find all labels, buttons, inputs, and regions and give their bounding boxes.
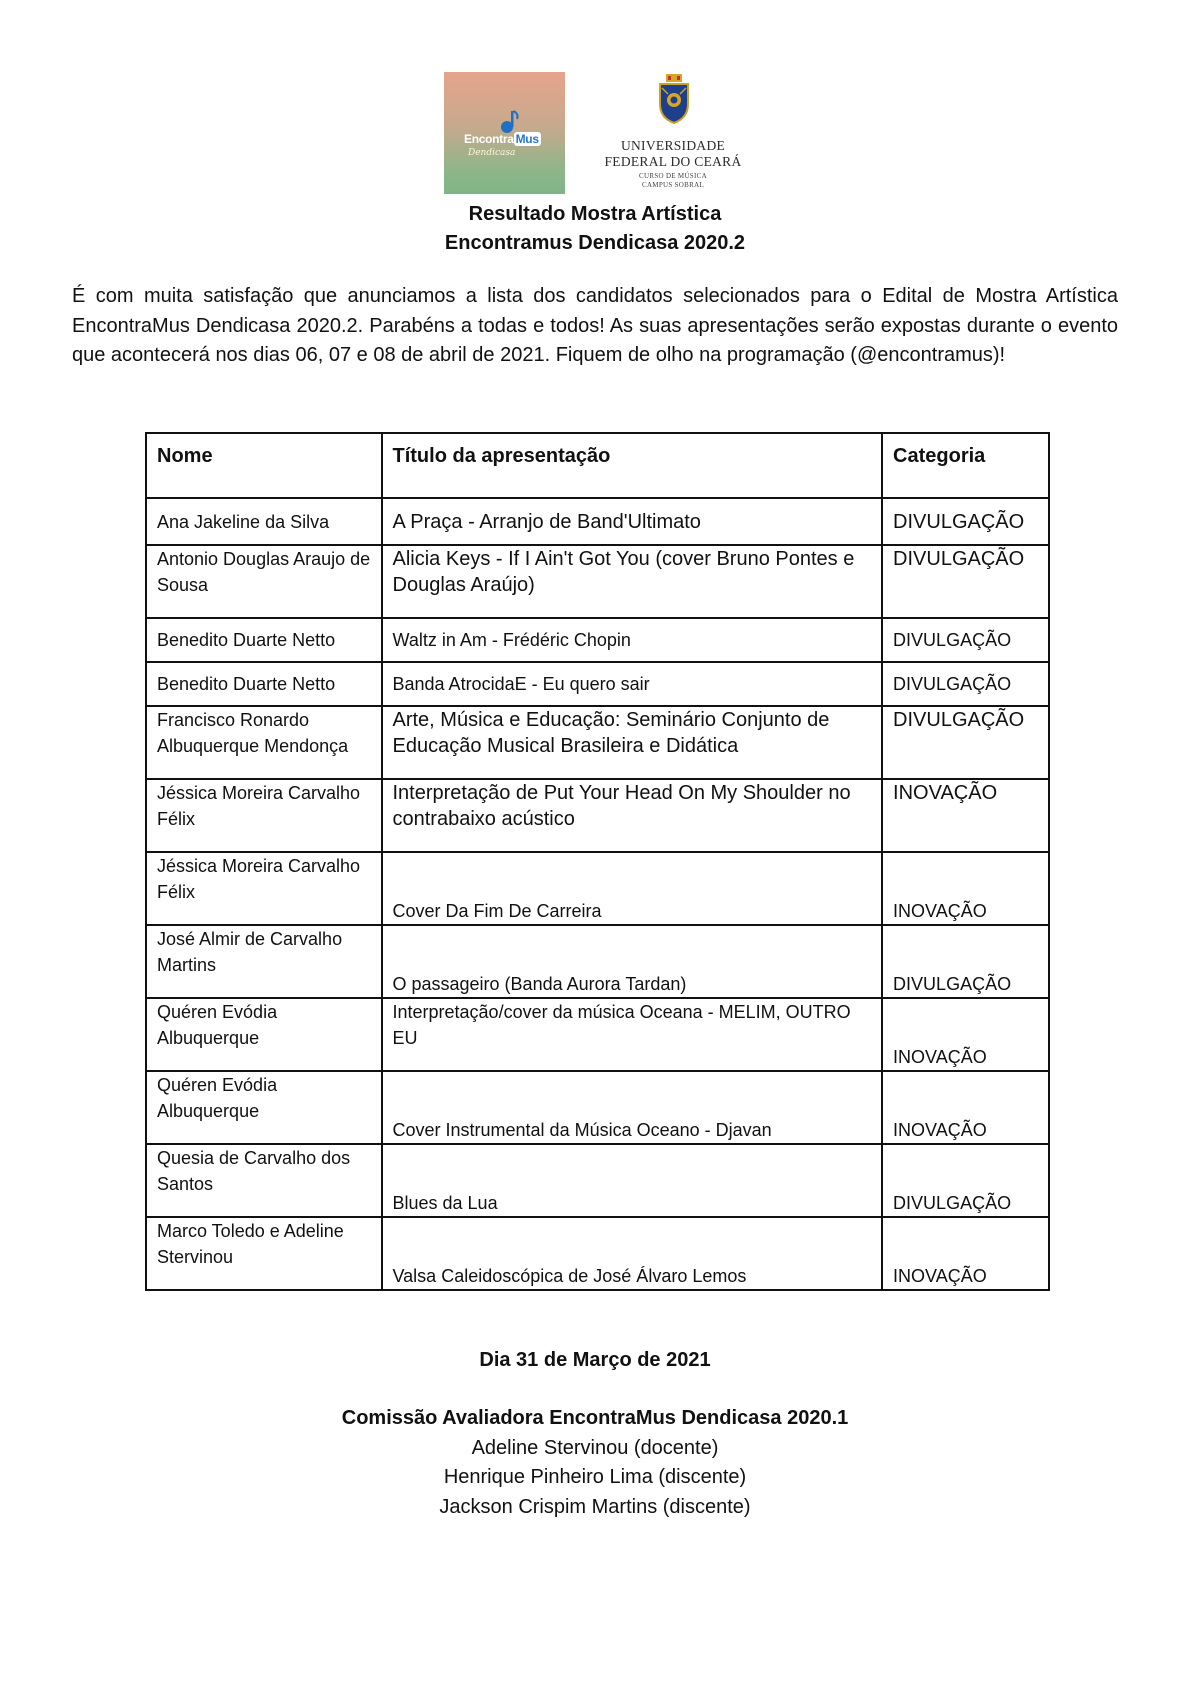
header-categoria: Categoria xyxy=(882,433,1049,498)
cell-name: Quéren Evódia Albuquerque xyxy=(146,1071,382,1144)
cell-category: INOVAÇÃO xyxy=(882,1071,1049,1144)
page-title xyxy=(0,200,1190,258)
cell-name: Antonio Douglas Araujo de Sousa xyxy=(146,545,382,618)
cell-title: A Praça - Arranjo de Band'Ultimato xyxy=(382,498,883,545)
ufc-course: CURSO DE MÚSICA xyxy=(639,172,707,180)
encontramus-wordmark: Encontra Mus xyxy=(464,132,539,146)
cell-name: Benedito Duarte Netto xyxy=(146,662,382,706)
cell-category: DIVULGAÇÃO xyxy=(882,618,1049,662)
cell-title: Banda AtrocidaE - Eu quero sair xyxy=(382,662,883,706)
cell-category: DIVULGAÇÃO xyxy=(882,545,1049,618)
table-row xyxy=(146,618,1049,662)
cell-name: Jéssica Moreira Carvalho Félix xyxy=(146,779,382,852)
cell-category: INOVAÇÃO xyxy=(882,779,1049,852)
table-header-row xyxy=(146,433,1049,498)
cell-title: Blues da Lua xyxy=(382,1144,883,1217)
header-nome: Nome xyxy=(146,433,382,498)
table-row xyxy=(146,1071,1049,1144)
title-line-2: Encontramus Dendicasa 2020.2 xyxy=(444,232,746,254)
cell-title: Interpretação de Put Your Head On My Shoulder no contrabaixo acústico xyxy=(382,779,883,852)
cell-name: Ana Jakeline da Silva xyxy=(146,498,382,545)
table-row xyxy=(146,706,1049,779)
cell-title: Cover Instrumental da Música Oceano - Djavan xyxy=(382,1071,883,1144)
cell-title: Waltz in Am - Frédéric Chopin xyxy=(382,618,883,662)
cell-category: INOVAÇÃO xyxy=(882,1217,1049,1290)
cell-name: Benedito Duarte Netto xyxy=(146,618,382,662)
cell-title: Alicia Keys - If I Ain't Got You (cover Bruno Pontes e Douglas Araújo) xyxy=(382,545,883,618)
cell-name: Quesia de Carvalho dos Santos xyxy=(146,1144,382,1217)
cell-title: Cover Da Fim De Carreira xyxy=(382,852,883,925)
cell-category: DIVULGAÇÃO xyxy=(882,662,1049,706)
music-note-icon xyxy=(496,108,522,134)
document-date: Dia 31 de Março de 2021 xyxy=(479,1349,711,1371)
university-crest-icon xyxy=(656,74,692,124)
ufc-name-line2: FEDERAL DO CEARÁ xyxy=(604,154,742,169)
cell-title: O passageiro (Banda Aurora Tardan) xyxy=(382,925,883,998)
cell-name: Francisco Ronardo Albuquerque Mendonça xyxy=(146,706,382,779)
table-row xyxy=(146,779,1049,852)
dendicasa-script: Dendicasa xyxy=(468,148,516,158)
intro-paragraph: É com muita satisfação que anunciamos a lista dos candidatos selecionados para o Edital de Mostra Artística EncontraMus Dendicasa 2020.2. Parabéns a todas e todos! As suas apresentações serão expostas durante o evento que acontecerá nos dias 06, 07 e 08 de abril de 2021. Fiquem de olho na programação (@encontramus)! xyxy=(72,285,1118,366)
table-row xyxy=(146,545,1049,618)
cell-name: José Almir de Carvalho Martins xyxy=(146,925,382,998)
cell-title: Valsa Caleidoscópica de José Álvaro Lemos xyxy=(382,1217,883,1290)
cell-category: INOVAÇÃO xyxy=(882,852,1049,925)
table-row xyxy=(146,998,1049,1071)
table-row xyxy=(146,852,1049,925)
cell-title: Arte, Música e Educação: Seminário Conjunto de Educação Musical Brasileira e Didática xyxy=(382,706,883,779)
cell-title: Interpretação/cover da música Oceana - MELIM, OUTRO EU xyxy=(382,998,883,1071)
cell-name: Marco Toledo e Adeline Stervinou xyxy=(146,1217,382,1290)
table-row xyxy=(146,498,1049,545)
cell-category: DIVULGAÇÃO xyxy=(882,1144,1049,1217)
committee-member: Jackson Crispim Martins (discente) xyxy=(439,1495,751,1518)
ufc-name-line1: UNIVERSIDADE xyxy=(620,138,726,153)
committee-member: Henrique Pinheiro Lima (discente) xyxy=(443,1466,747,1488)
cell-category: DIVULGAÇÃO xyxy=(882,706,1049,779)
table-row xyxy=(146,1144,1049,1217)
committee-heading: Comissão Avaliadora EncontraMus Dendicasa 2020.1 xyxy=(341,1407,849,1429)
cell-name: Jéssica Moreira Carvalho Félix xyxy=(146,852,382,925)
results-table xyxy=(145,432,1050,1291)
cell-category: INOVAÇÃO xyxy=(882,998,1049,1071)
committee-block xyxy=(0,1404,1190,1522)
header-titulo: Título da apresentação xyxy=(382,433,883,498)
cell-name: Quéren Evódia Albuquerque xyxy=(146,998,382,1071)
header-logos xyxy=(444,72,754,196)
table-row xyxy=(146,1217,1049,1290)
committee-member: Adeline Stervinou (docente) xyxy=(471,1436,719,1459)
encontramus-logo xyxy=(444,72,565,194)
title-line-1: Resultado Mostra Artística xyxy=(468,203,722,225)
cell-category: DIVULGAÇÃO xyxy=(882,925,1049,998)
ufc-campus: CAMPUS SOBRAL xyxy=(641,181,705,189)
ufc-logo xyxy=(592,72,754,196)
table-row xyxy=(146,925,1049,998)
cell-category: DIVULGAÇÃO xyxy=(882,498,1049,545)
table-row xyxy=(146,662,1049,706)
